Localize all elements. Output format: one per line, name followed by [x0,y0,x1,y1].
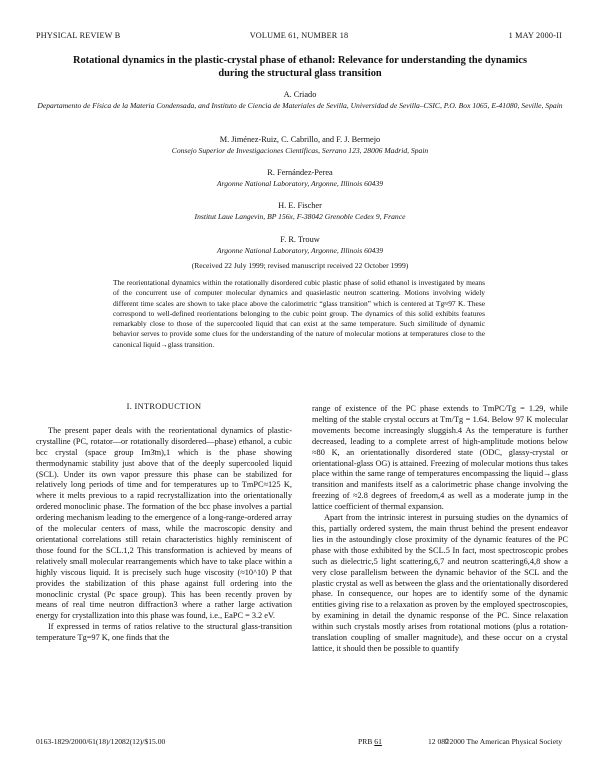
author-affiliation: Argonne National Laboratory, Argonne, Illinois 60439 [216,245,384,255]
author-names: A. Criado [283,90,317,99]
paper-title: Rotational dynamics in the plastic-crystal phase of ethanol: Relevance for understanding the dynamics during the structural glass transition [72,55,528,79]
article-code: 0163-1829/2000/61(18)/12082(12)/$15.00 [36,737,166,746]
volume-number: VOLUME 61, NUMBER 18 [249,31,349,40]
journal-name: PHYSICAL REVIEW B [36,31,121,40]
running-head [36,31,562,43]
author-affiliation: Argonne National Laboratory, Argonne, Illinois 60439 [216,178,384,188]
page-number: 12 082 [428,737,449,746]
author-block-5 [30,235,570,256]
author-affiliation: Institut Laue Langevin, BP 156x, F-38042 Grenoble Cedex 9, France [194,211,406,221]
footer-journal [358,737,382,746]
section-heading: I. INTRODUCTION [126,402,202,411]
author-block-4 [30,201,570,222]
author-block-3 [30,168,570,189]
body-paragraph: If expressed in terms of ratios relative to the structural glass-transition temperature Tg=97 K, one finds that the [36,622,292,643]
journal-abbrev: PRB [358,737,373,746]
author-names: R. Fernández-Perea [267,168,333,177]
left-column [36,402,292,644]
abstract: The reorientational dynamics within the rotationally disordered cubic plastic phase of solid ethanol is investigated by means of the concurrent use of computer molecular dynamics and quasielastic neutron scattering. Motions involving widely different time scales are shown to take place above the calorimetric “glass transition” which is centered at Tg≈97 K. These correspond to well-defined reorientations belonging to the cubic point group. The dynamics of this solid exhibits features remarkably close to those of the supercooled liquid that can exist at the same temperature. Such similitude of dynamic behavior serves to provide some clues for the understanding of the nature of molecular motions at temperatures close to the canonical liquid→glass transition. [113,278,485,349]
author-names: F. R. Trouw [280,235,320,244]
received-dates: (Received 22 July 1999; revised manuscript received 22 October 1999) [191,261,409,270]
body-paragraph: Apart from the intrinsic interest in pursuing studies on the dynamics of this, partially ordered system, the main thrust behind the present endeavor lies in the astoundingly close proximity of the dynamic features of the PC phase with those exhibited by the SCL.5 In fact, most spectroscopic probes such as dielectric,5 light scattering,6,7 and neutron scattering6,4,8 show a very close parallelism between the dynamic behavior of the SCL and the plastic crystal as well as between the glass and the orientationally disordered phase. In consequence, our hopes are to identify some of the dynamic entities giving rise to a relaxation as proven by the employed spectroscopies, by examining in detail the dynamic response of the PC. Since relaxation within such crystals mostly arises from rotational motions (plus a rotation-translation coupling of smaller magnitude), and these occur on a crystal lattice, it should then be possible to quantify [312,513,568,653]
copyright: ©2000 The American Physical Society [443,737,562,746]
author-block-2 [30,135,570,156]
author-block-1 [30,90,570,111]
issue-date: 1 MAY 2000-II [508,31,562,40]
author-affiliation: Departamento de Física de la Materia Condensada, and Instituto de Ciencia de Materiales de Sevilla, Universidad de Sevilla–CSIC, P.O. Box 1065, E-41080, Seville, Spain [37,100,563,110]
body-paragraph: range of existence of the PC phase extends to TmPC/Tg = 1.29, while melting of the stable crystal occurs at Tm/Tg = 1.64. Below 97 K molecular movements become increasingly sluggish.4 As the temperature is further decreased, leading to a complete arrest of high-amplitude motions below ≈80 K, an orientationally disordered state (ODC, glassy-crystal or orientational-glass OG) is attained. Freezing of molecular motions thus takes place within the same range of temperatures encompassing the liquid→glass transition and manifests itself as a calorimetric phase change involving the freezing of ≈2.8 degrees of freedom,4 as well as a moderate jump in the lattice coefficient of thermal expansion. [312,404,568,512]
author-affiliation: Consejo Superior de Investigaciones Científicas, Serrano 123, 28006 Madrid, Spain [171,145,429,155]
right-column [312,404,568,655]
body-paragraph: The present paper deals with the reorientational dynamics of plastic-crystalline (PC, rotator—or rotationally disordered—phase) ethanol, a cubic bcc crystal (space group Im3̄m),1 which is the phase showing thermodynamic stability just above that of the deeply supercooled liquid (SCL). Under its own vapor pressure this phase can be stabilized for relatively long periods of time and for temperatures up to TmPC≈125 K, where it melts previous to a rapid recrystallization into the orientationally ordered monoclinic phase. The formation of the bcc phase involves a partial ordering mechanism leading to the emergence of a long-range-ordered array of the molecular centers of mass, while the macroscopic density and orientational correlations still retain characteristics highly reminiscent of those found for the SCL.1,2 This transformation is achieved by means of relatively small molecular rearrangements which have to take place within a highly viscous liquid. It is precisely such huge viscosity (≈10^10) P that provides the stabilization of this phase against full ordering into the monoclinic crystal (Pc space group). This has been recently proven by means of real time neutron diffraction3 where a rather large activation energy for crystallization into this phase was found, i.e., EaPC = 3.2 eV. [36,425,292,621]
author-names: M. Jiménez-Ruiz, C. Cabrillo, and F. J. Bermejo [219,135,381,144]
volume-link: 61 [374,737,382,746]
page-footer [36,737,562,749]
author-names: H. E. Fischer [278,201,322,210]
